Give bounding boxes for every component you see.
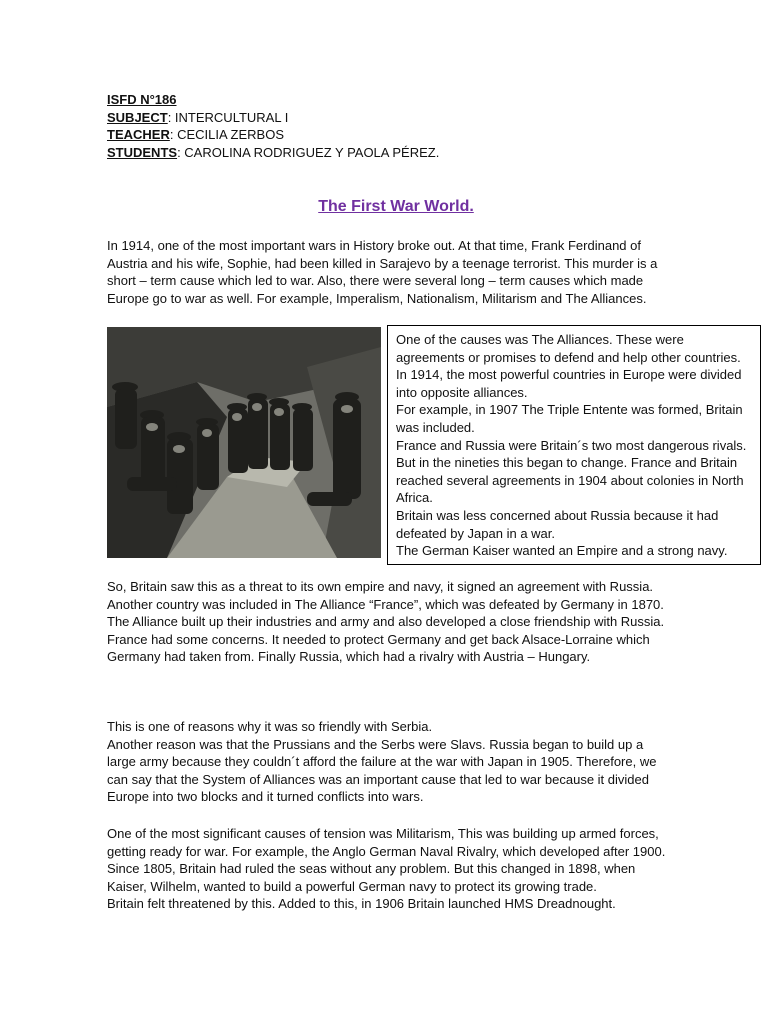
box-paragraph: For example, in 1907 The Triple Entente was formed, Britain was included. [396,402,743,435]
section-serbia [107,718,667,806]
box-paragraph: France and Russia were Britain´s two most dangerous rivals. But in the nineties this began to change. France and Britain reached several agreements in 1904 about colonies in North Africa. [396,437,747,506]
subject-label: SUBJECT [107,109,168,125]
subject-value: : INTERCULTURAL I [167,109,289,125]
school-line [107,91,439,109]
body-paragraph: Another country was included in The Alliance “France”, which was defeated by Germany in 1870. The Alliance built up their industries and army and also developed a close friendship with Russia. [107,596,665,630]
teacher-label: TEACHER [107,127,170,142]
body-paragraph: One of the most significant causes of tension was Militarism, This was building up armed forces, getting ready for war. For example, the Anglo German Naval Rivalry, which developed after 1900. Since 1805, Britain had ruled the seas without any problem. But this changed in 1898, when Kaiser, Wilhelm, wanted to build a powerful German navy to protect its growing trade. [107,826,666,894]
box-paragraph: Britain was less concerned about Russia because it had defeated by Japan in a war. [396,507,719,541]
section-militarism [107,825,667,913]
document-title: The First War World. [318,198,474,215]
school-name: ISFD N°186 [107,92,177,107]
body-paragraph: France had some concerns. It needed to protect Germany and get back Alsace-Lorraine which Germany had taken from. Finally Russia, which had a rivalry with Austria – Hungary. [107,631,650,665]
body-paragraph: Another reason was that the Prussians and the Serbs were Slavs. Russia began to build up a large army because they couldn´t afford the failure at the war with Japan in 1905. Therefore, we can say that the System of Alliances was an important cause that led to war because it divided Europe into two blocks and it turned conflicts into wars. [107,736,657,805]
body-paragraph: This is one of reasons why it was so friendly with Serbia. [107,719,433,734]
alliances-text-box [387,325,761,565]
body-paragraph: So, Britain saw this as a threat to its own empire and navy, it signed an agreement with Russia. [107,579,654,594]
students-label: STUDENTS [107,144,178,160]
box-paragraph: One of the causes was The Alliances. These were agreements or promises to defend and help other countries. In 1914, the most powerful countries in Europe were divided into opposite alliances. [396,332,742,400]
box-paragraph: The German Kaiser wanted an Empire and a strong navy. [396,543,728,559]
intro-text: In 1914, one of the most important wars in History broke out. At that time, Frank Ferdinand of Austria and his wife, Sophie, had been killed in Sarajevo by a teenage terrorist. This murder is a short – term cause which led to war. Also, there were several long – term causes which made Europe go to war as well. For example, Imperalism, Nationalism, Militarism and The Alliances. [107,238,658,306]
section-britain-russia [107,578,667,666]
students-value: : CAROLINA RODRIGUEZ Y PAOLA PÉREZ. [177,144,440,160]
students-line [107,144,439,162]
subject-line [107,109,439,127]
teacher-line [107,126,439,144]
document-header [107,91,439,161]
trench-soldiers-photo [107,327,381,558]
teacher-value: : CECILIA ZERBOS [169,127,284,142]
intro-paragraph [107,237,667,307]
body-paragraph: Britain felt threatened by this. Added to this, in 1906 Britain launched HMS Dreadnought. [107,896,616,912]
